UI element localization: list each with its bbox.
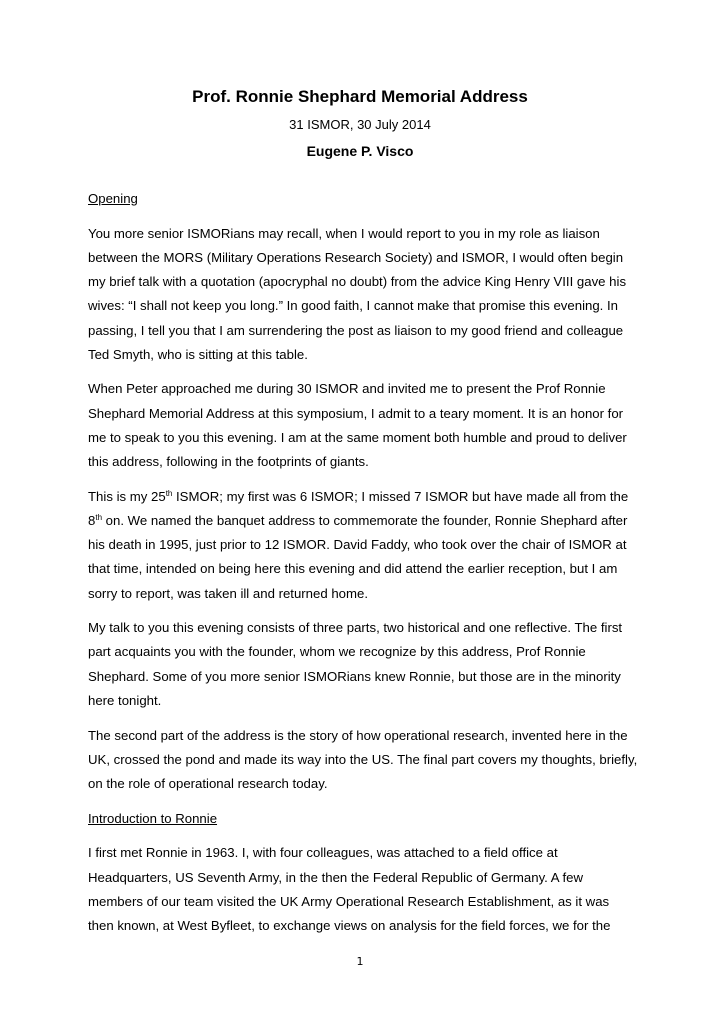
paragraph-invitation: When Peter approached me during 30 ISMOR and invited me to present the Prof Ronnie Shephard Memorial Address at this symposium, I admit to a teary moment. It is an honor for me to speak to you this evening. I am at the same moment both humble and proud to deliver this address, following in the footprints of giants.: [88, 381, 627, 470]
paragraph-text: This is my 25: [88, 488, 166, 504]
document-title: Prof. Ronnie Shephard Memorial Address: [192, 87, 528, 106]
superscript-ordinal: th: [95, 512, 103, 522]
document-body: [88, 187, 638, 949]
document-subtitle: 31 ISMOR, 30 July 2014: [289, 117, 431, 132]
paragraph-second-part: The second part of the address is the story of how operational research, invented here in the UK, crossed the pond and made its way into the US. The final part covers my thoughts, briefly, on the role of operational research today.: [88, 727, 638, 791]
section-heading-opening: Opening: [88, 191, 138, 206]
document-author: Eugene P. Visco: [306, 143, 414, 159]
paragraph-talk-structure: My talk to you this evening consists of three parts, two historical and one reflective. The first part acquaints you with the founder, whom we recognize by this address, Prof Ronnie Shephard. Some of you more senior ISMORians knew Ronnie, but those are in the minority here tonight.: [88, 620, 623, 708]
paragraph-text: ISMOR; my first was 6 ISMOR; I missed 7 ISMOR but have made all from the 8: [88, 488, 629, 528]
paragraph-ismor-history: [88, 485, 638, 606]
paragraph-text: on. We named the banquet address to commemorate the founder, Ronnie Shephard after his death in 1995, just prior to 12 ISMOR. David Faddy, who took over the chair of ISMOR at that time, intended on being here this evening and did attend the earlier reception, but I am sorry to report, was taken ill and returned home.: [88, 512, 628, 601]
section-heading-introduction: Introduction to Ronnie: [88, 810, 218, 826]
superscript-ordinal: th: [165, 488, 173, 498]
page-number: 1: [356, 955, 364, 968]
paragraph-liaison: You more senior ISMORians may recall, when I would report to you in my role as liaison between the MORS (Military Operations Research Society) and ISMOR, I would often begin my brief talk with a quotation (apocryphal no doubt) from the advice King Henry VIII gave his wives: “I shall not keep you long.” In good faith, I cannot make that promise this evening. In passing, I tell you that I am surrendering the post as liaison to my good friend and colleague Ted Smyth, who is sitting at this table.: [88, 225, 627, 362]
paragraph-first-meeting: I first met Ronnie in 1963. I, with four colleagues, was attached to a field office at Headquarters, US Seventh Army, in the then the Federal Republic of Germany. A few members of our team visited the UK Army Operational Research Establishment, as it was then known, at West Byfleet, to exchange views on analysis for the field forces, we for the: [88, 845, 611, 933]
